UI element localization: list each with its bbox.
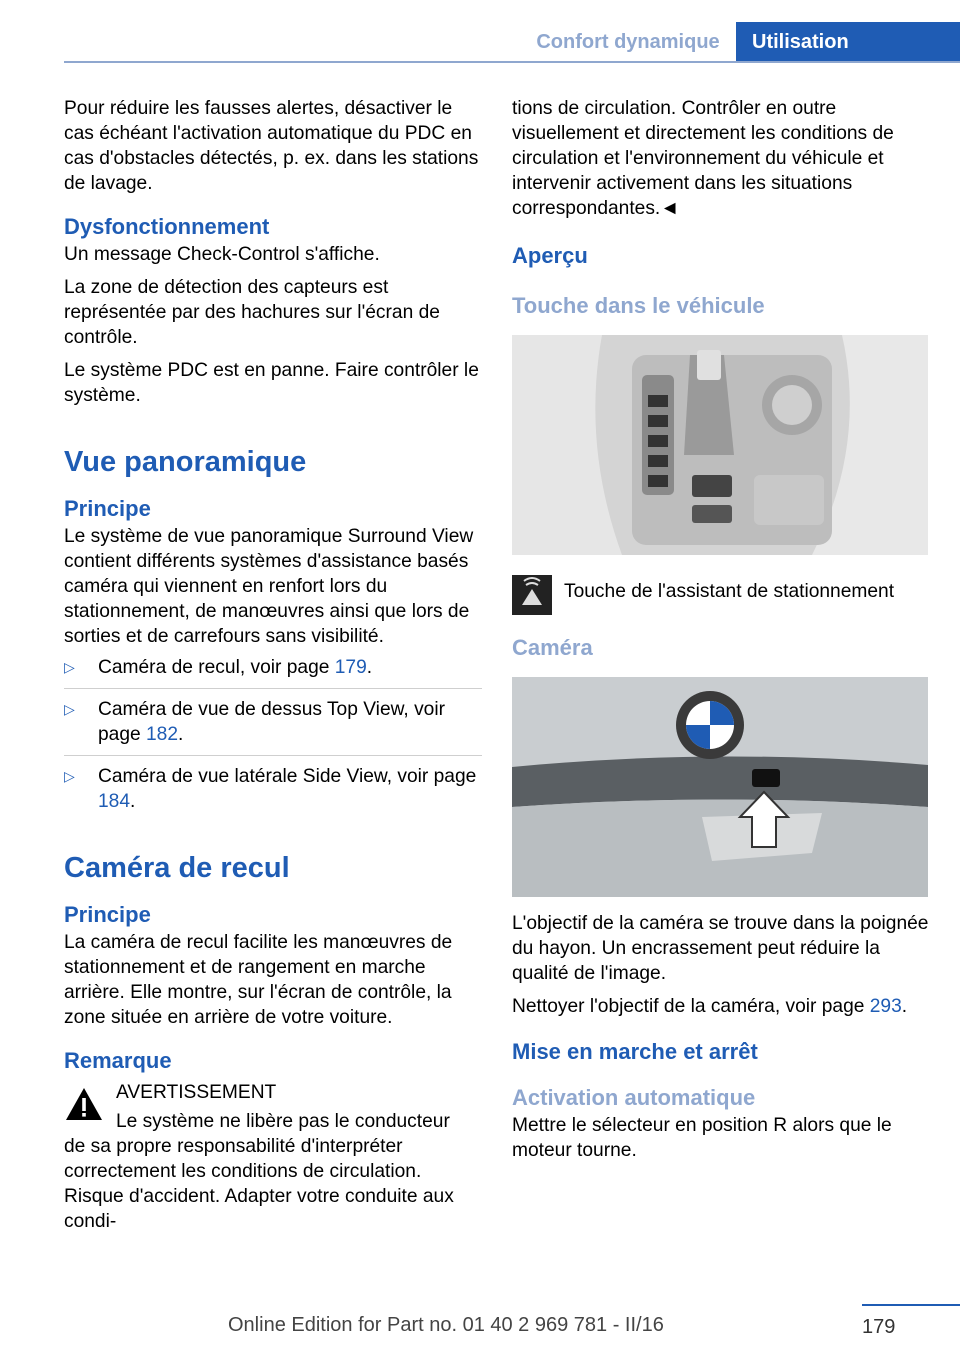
heading-principe-2: Principe bbox=[64, 902, 151, 927]
principe-2-paragraph: La caméra de recul facilite les manœuvres de stationnement et de rangement en marche arrière. Elle montre, sur l'écran de contrôle, la zone située en arrière de votre voiture. bbox=[64, 932, 453, 1028]
parking-assistant-icon bbox=[512, 575, 552, 615]
page-link[interactable]: 184 bbox=[98, 791, 131, 812]
warning-title: AVERTISSEMENT bbox=[116, 1082, 277, 1103]
page-number: 179 bbox=[862, 1316, 896, 1338]
header-rule bbox=[64, 61, 960, 63]
warning-text: de sa propre responsabilité d'interpréter correctement les conditions de circulation. Risque d'accident. Adapter votre conduite aux condi- bbox=[64, 1136, 454, 1232]
heading-activation-automatique: Activation automatique bbox=[512, 1085, 756, 1110]
page-link[interactable]: 182 bbox=[146, 724, 179, 745]
heading-dysfonctionnement: Dysfonctionnement bbox=[64, 214, 270, 239]
objectif-paragraph: L'objectif de la caméra se trouve dans la poignée du hayon. Un encrassement peut réduire la qualité de l'image. bbox=[512, 913, 929, 984]
left-column bbox=[64, 96, 482, 1234]
camera-list bbox=[64, 655, 482, 822]
dysf-paragraph-1: Un message Check-Control s'affiche. bbox=[64, 244, 380, 265]
rear-camera-illustration bbox=[512, 677, 928, 897]
heading-touche: Touche dans le véhicule bbox=[512, 293, 765, 318]
edition-text: Online Edition for Part no. 01 40 2 969 781 - II/16 bbox=[228, 1314, 664, 1336]
dysf-paragraph-2: La zone de détection des capteurs est représentée par des hachures sur l'écran de contrôle. bbox=[64, 277, 440, 348]
rear-camera-photo bbox=[512, 677, 928, 897]
principe-1-paragraph: Le système de vue panoramique Surround View contient différents systèmes d'assistance basés caméra qui viennent en renfort lors du stationnement, de manœuvres ainsi que lors de sorties et de carrefours sans visibilité. bbox=[64, 526, 474, 647]
parking-assistant-caption bbox=[512, 571, 932, 617]
header-chapter-tab: Utilisation bbox=[736, 22, 960, 63]
intro-paragraph: Pour réduire les fausses alertes, désactiver le cas échéant l'activation automatique du PDC en cas d'obstacles détectés, p. ex. dans les stations de lavage. bbox=[64, 98, 479, 194]
heading-camera-de-recul: Caméra de recul bbox=[64, 852, 290, 884]
activation-paragraph: Mettre le sélecteur en position R alors que le moteur tourne. bbox=[512, 1115, 892, 1161]
warning-triangle-icon bbox=[64, 1084, 104, 1124]
list-item: ▷ Caméra de recul, voir page 179. bbox=[64, 655, 482, 689]
heading-vue-panoramique: Vue panoramique bbox=[64, 446, 307, 478]
header-section-tab: Confort dynamique bbox=[536, 31, 720, 53]
heading-principe-1: Principe bbox=[64, 496, 151, 521]
triangle-bullet-icon: ▷ bbox=[64, 659, 75, 675]
heading-mise-en-marche: Mise en marche et arrêt bbox=[512, 1039, 758, 1064]
list-item: ▷ Caméra de vue latérale Side View, voir page 184. bbox=[64, 766, 477, 812]
heading-camera: Caméra bbox=[512, 635, 593, 660]
warning-text-first-line: Le système ne libère pas le conducteur bbox=[116, 1111, 450, 1132]
warning-block bbox=[64, 1080, 482, 1234]
list-item: ▷ Caméra de vue de dessus Top View, voir page 182. bbox=[64, 697, 482, 756]
dysf-paragraph-3: Le système PDC est en panne. Faire contrôler le système. bbox=[64, 360, 479, 406]
continued-paragraph: tions de circulation. Contrôler en outre visuellement et directement les conditions de circulation et l'environnement du véhicule et intervenir activement dans les situations correspondantes.◄ bbox=[512, 98, 894, 219]
triangle-bullet-icon: ▷ bbox=[64, 701, 75, 717]
page-link[interactable]: 179 bbox=[334, 657, 367, 678]
triangle-bullet-icon: ▷ bbox=[64, 768, 75, 784]
center-console-illustration bbox=[512, 335, 928, 555]
center-console-photo bbox=[512, 335, 928, 555]
page-link[interactable]: 293 bbox=[869, 996, 902, 1017]
caption-text: Touche de l'assistant de stationnement bbox=[564, 581, 895, 602]
heading-remarque: Remarque bbox=[64, 1048, 172, 1073]
footer-rule bbox=[862, 1304, 960, 1306]
heading-apercu: Aperçu bbox=[512, 243, 588, 268]
right-column bbox=[512, 96, 932, 1163]
nettoyer-paragraph: Nettoyer l'objectif de la caméra, voir page 293. bbox=[512, 996, 908, 1017]
